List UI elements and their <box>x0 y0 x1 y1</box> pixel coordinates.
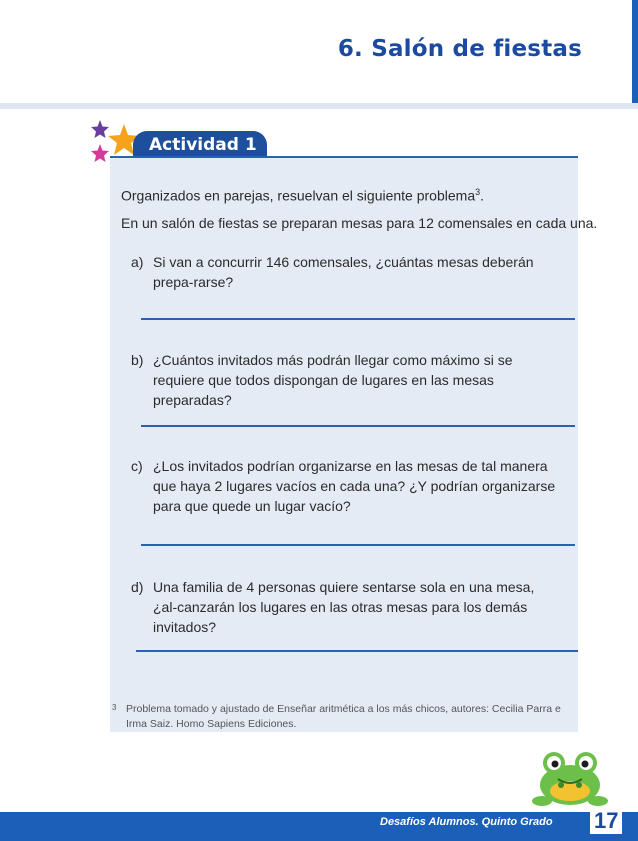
frog-icon <box>530 745 610 809</box>
footnote <box>112 702 580 732</box>
answer-line-b[interactable] <box>141 425 575 427</box>
footer-text: Desafíos Alumnos. Quinto Grado <box>380 816 553 828</box>
question-c <box>131 456 563 516</box>
question-label: b) <box>131 352 144 368</box>
footnote-ref: 3 <box>475 187 481 197</box>
footnote-text: Problema tomado y ajustado de Enseñar aritmética a los más chicos, autores: Cecilia Parra e Irma Saiz. Homo Sapiens Ediciones. <box>126 703 561 730</box>
question-b <box>131 350 563 410</box>
question-label: d) <box>131 579 144 595</box>
problem-description: En un salón de fiestas se preparan mesas para 12 comensales en cada una. <box>121 215 598 231</box>
question-text: ¿Cuántos invitados más podrán llegar como máximo si se requiere que todos dispongan de lugares en las mesas preparadas? <box>153 352 513 408</box>
question-text: ¿Los invitados podrían organizarse en las mesas de tal manera que haya 2 lugares vacíos en cada una? ¿Y podrían organizarse para que quede un lugar vacío? <box>153 458 556 514</box>
question-a <box>131 252 563 292</box>
answer-line-a[interactable] <box>141 318 575 320</box>
activity-label: Actividad 1 <box>149 134 257 155</box>
page-number: 17 <box>590 808 622 834</box>
header-accent-bar <box>632 0 638 103</box>
page-title: 6. Salón de fiestas <box>337 36 582 62</box>
footnote-number: 3 <box>112 703 117 712</box>
question-label: c) <box>131 458 143 474</box>
question-d <box>131 577 563 637</box>
activity-tab <box>133 131 267 158</box>
answer-line-d[interactable] <box>136 650 578 652</box>
question-text: Si van a concurrir 146 comensales, ¿cuántas mesas deberán prepa-rarse? <box>153 254 534 290</box>
panel-top-rule <box>110 156 578 158</box>
question-text: Una familia de 4 personas quiere sentarse sola en una mesa, ¿al-canzarán los lugares en las otras mesas para los demás invitados? <box>153 579 535 635</box>
intro-text: Organizados en parejas, resuelvan el siguiente problema$^3$. <box>121 187 485 204</box>
question-label: a) <box>131 254 144 270</box>
activity-panel <box>110 157 578 732</box>
answer-line-c[interactable] <box>141 544 575 546</box>
